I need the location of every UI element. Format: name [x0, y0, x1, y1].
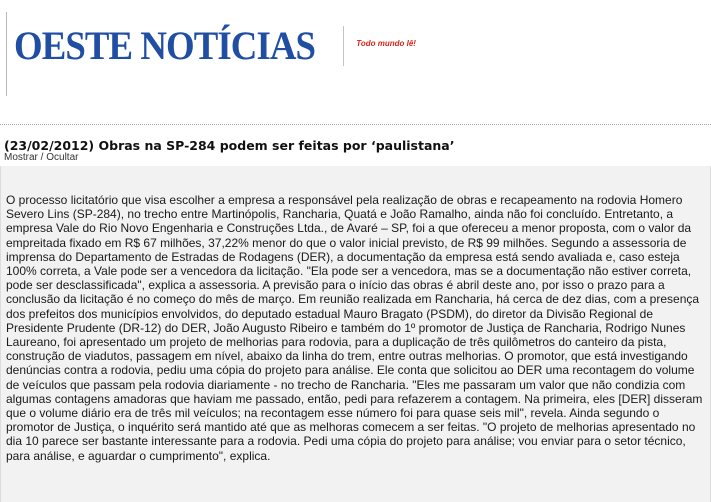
masthead — [14, 22, 416, 70]
toggle-separator: / — [37, 152, 47, 163]
article-body: O processo licitatório que visa escolher a empresa a responsável pela realização de obras e recapeamento na rodovia Homero Severo Lins (SP-284), no trecho entre Martinópolis, Rancharia, Quatá e João Ramalho, ainda não foi concluído. Entretanto, a empresa Vale do Rio Novo Engenharia e Construções Ltda., de Avaré – SP, foi a que ofereceu a menor proposta, com o valor da empreitada fixado em R$ 67 milhões, 37,22% menor do que o valor inicial previsto, de R$ 99 milhões. Segundo a assessoria de imprensa do Departamento de Estradas de Rodagens (DER), a documentação da empresa está sendo avaliada e, caso esteja 100% correta, a Vale pode ser a vencedora da licitação. "Ela pode ser a vencedora, mas se a documentação não estiver correta, pode ser desclassificada", explica a assessoria. A previsão para o início das obras é abril deste ano, por isso o prazo para a conclusão da licitação é no começo do mês de março. Em reunião realizada em Rancharia, há cerca de dez dias, com a presença dos prefeitos dos municípios envolvidos, do deputado estadual Mauro Bragato (PSDM), do diretor da Divisão Regional de Presidente Prudente (DR-12) do DER, João Augusto Ribeiro e também do 1º promotor de Justiça de Rancharia, Rodrigo Nunes Laureano, foi apresentado um projeto de melhorias para rodovia, para a duplicação de três quilômetros do canteiro da pista, construção de viadutos, passagem em nível, abaixo da linha do trem, entre outras melhorias. O promotor, que está investigando denúncias contra a rodovia, pediu uma cópia do projeto para análise. Ele conta que solicitou ao DER uma recontagem do volume de veículos que passam pela rodovia diariamente - no trecho de Rancharia. "Eles me passaram um valor que não condizia com algumas contagens amadoras que haviam me passado, então, pedi para refazerem a contagem. Na primeira, eles [DER] disseram que o volume diário era de três mil veículos; na recontagem esse número foi para quase seis mil", revela. Ainda segundo o promotor de Justiça, o inquérito será mantido até que as melhoras comecem a ser feitas. "O projeto de melhorias apresentado no dia 10 parece ser bastante interessante para a rodovia. Pedi uma cópia do projeto para análise; vou enviar para o setor técnico, para análise, e aguardar o cumprimento", explica. — [6, 193, 703, 463]
show-link[interactable]: Mostrar — [4, 152, 38, 163]
site-slogan: Todo mundo lê! — [356, 38, 416, 48]
hide-link[interactable]: Ocultar — [46, 152, 79, 163]
site-logo[interactable]: OESTE NOTÍCIAS — [14, 23, 316, 68]
header-divider — [0, 124, 711, 125]
logo-divider — [343, 26, 344, 66]
left-rule — [6, 12, 7, 96]
article-title: (23/02/2012) Obras na SP-284 podem ser feitas por ‘paulistana’ — [4, 138, 455, 153]
show-hide-toggle — [4, 152, 78, 163]
